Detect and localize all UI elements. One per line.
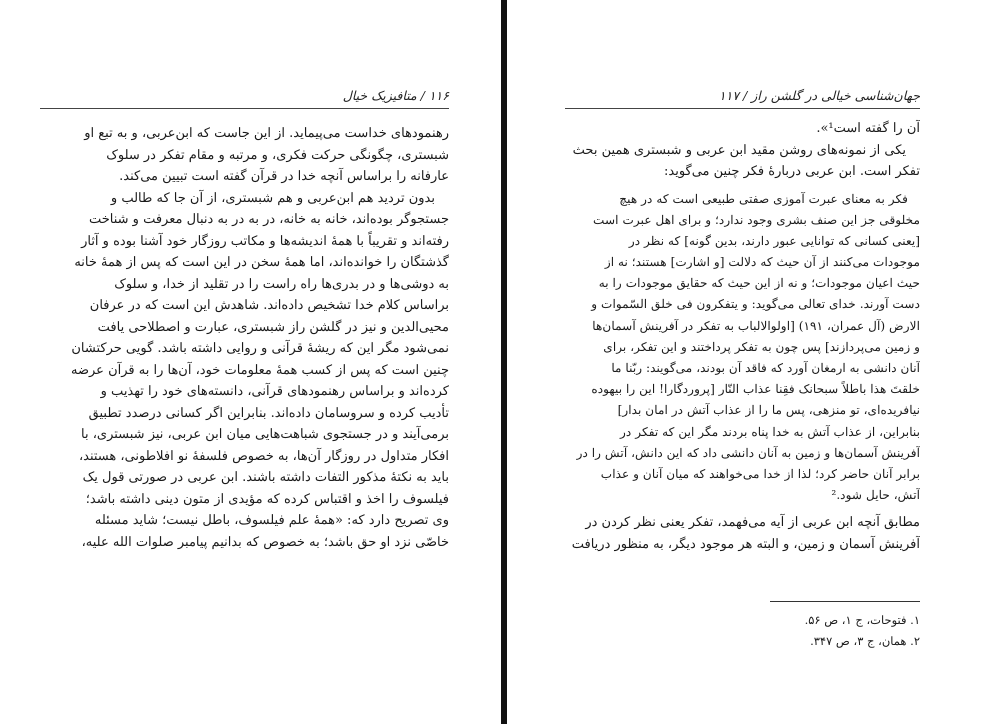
footnote-rule (770, 601, 920, 602)
left-page-header: ۱۱۶ / متافیزیک خیال (342, 88, 449, 103)
text-line: آتش، حایل شود.² (831, 488, 920, 503)
text-line: یکی از نمونه‌های روشن مقید ابن عربی و شبستری همین بحث (572, 142, 906, 158)
footnote: ۲. همان، ج ۳، ص ۳۴۷. (810, 634, 920, 648)
text-line: عارفانه را براساس آنچه خدا در قرآن گفته است تبیین می‌کند. (119, 169, 449, 184)
text-line: نیافریده‌ای، تو منزهی، پس ما را از عذاب آتش در امان بدار] (617, 403, 920, 418)
footnote: ۱. فتوحات، ج ۱، ص ۵۶. (804, 613, 920, 627)
text-line: کرده‌اند و براساس رهنمودهای قرآنی، دانسته‌های خود را تهذیب و (100, 384, 449, 399)
text-line: آفرینش آسمان و زمین، و البته هر موجود دیگر، به منظور دریافت (571, 536, 920, 552)
text-line: حیث اعیان موجودات؛ و نه از این حیث که حقایق موجودات را به (598, 276, 920, 291)
text-line: الارض (آل عمران، ۱۹۱) [اولوالالباب به تفکر در آفرینش آسمان‌ها (592, 318, 920, 333)
text-line: و زمین می‌پردازند] پس چون به تفکر پرداختند و این تفکر، برای (603, 339, 920, 354)
right-header-rule (565, 108, 920, 109)
left-page (0, 0, 501, 724)
text-line: آنان دانشی به ارمغان آورد که فاقد آن بودند، می‌گویند: ربّنا ما (611, 361, 920, 375)
text-line: رهنمودهای خداست می‌پیماید. از این جاست که ابن‌عربی، و به تبع او (84, 126, 449, 141)
text-line: آفرینش آسمان‌ها و زمین به آنان دانشی داد که این دانش، آتش را در (576, 445, 920, 460)
text-line: باید به نکتهٔ مذکور التفات داشته باشند. ابن عربی در صورتی قول یک (82, 470, 449, 485)
text-line: مطابق آنچه ابن عربی از آیه می‌فهمد، تفکر یعنی نظر کردن در (585, 515, 920, 531)
right-page-header: جهان‌شناسی خیالی در گلشن راز / ۱۱۷ (718, 88, 920, 103)
text-line: بنابراین، از عذاب آتش به خدا پناه بردند مگر این که تفکر در (620, 424, 920, 439)
text-line: رفته‌اند و تقریباً با همهٔ اندیشه‌ها و مکاتب روزگار خود آشنا بوده و آثار (81, 233, 449, 249)
text-line: فیلسوف را اخذ و اقتباس کرده که مؤیدی از متون دینی داشته باشد؛ (85, 491, 449, 507)
text-line: تأدیب کرده و سروسامان داده‌اند. بنابراین اگر کسانی درصدد تطبیق (88, 405, 449, 421)
right-page-body (565, 118, 920, 555)
text-line: وی تصریح دارد که: «همهٔ علم فیلسوف، باطل نیست؛ شاید مسئله (94, 513, 449, 528)
text-line: نمی‌شود مگر این که ریشهٔ قرآنی و روایی داشته باشد. گویی حرکتشان (71, 341, 449, 356)
text-line: برمی‌آیند و در جستجوی شباهت‌هایی میان ابن عربی، نیز شبستری، با (80, 427, 449, 442)
text-line: [یعنی کسانی که توانایی عبور دارند، بدین گونه] که نظر در (628, 233, 920, 248)
text-line: افکار متداول در روزگار آن‌ها، به خصوص فلسفهٔ نو افلاطونی، هستند، (78, 448, 449, 464)
left-header-rule (40, 108, 449, 109)
right-page (507, 0, 1008, 724)
text-line: گذشتگان را خوانده‌اند، اما همهٔ سخن در این است که پس از همهٔ خانه (74, 255, 449, 270)
text-line: برابر آنان حاضر کرد؛ لذا از خدا می‌خواهند که میان آنان و عذاب (600, 466, 920, 481)
text-line: آن را گفته است¹». (816, 121, 920, 136)
text-line: شبستری، چگونگی حرکت فکری، و مرتبه و مقام تفکر در سلوک (106, 147, 449, 163)
text-line: محیی‌الدین و نیز در گلشن راز شبستری، عبارت و اصطلاحی یافت (97, 319, 449, 335)
text-line: خلقتَ هذا باطلاً سبحانک فقِنا عذاب النّار [پروردگارا! این را بیهوده (591, 382, 920, 397)
text-line: دست آورند. خدای تعالی می‌گوید: و یتفکرون فی خلق السّموات و (591, 297, 920, 312)
left-page-body (54, 123, 449, 553)
text-line: خاصّی نزد او حق باشد؛ به خصوص که بدانیم پیامبر صلوات الله علیه، (81, 534, 449, 550)
text-line: موجودات می‌کنند از آن حیث که دلالت [و اشارت] هستند؛ نه از (604, 255, 920, 270)
footnotes (805, 610, 920, 652)
text-line: تفکر است. ابن عربی دربارهٔ فکر چنین می‌گوید: (664, 164, 920, 179)
text-line: براساس کلام خدا تشخیص داده‌اند. شاهدش این است که در عرفان (89, 298, 449, 313)
text-line: مخلوقی جز این صنف بشری وجود ندارد؛ و برای اهل عبرت است (593, 212, 920, 227)
text-line: به دوشی‌ها و در بدری‌ها راه راست را در تقلید از خدا، و سلوک (114, 276, 449, 292)
text-line: چنین است که پس از کسب همهٔ معلومات خود، آن‌ها را به قرآن عرضه (71, 362, 449, 378)
text-line: فکر به معنای عبرت آموزی صفتی طبیعی است که در هیچ (619, 191, 908, 206)
text-line: بدون تردید هم ابن‌عربی و هم شبستری، از آن جا که طالب و (110, 190, 435, 206)
text-line: جستجوگر بوده‌اند، خانه به خانه، در به در به دنبال معرفت و شناخت (88, 212, 449, 227)
